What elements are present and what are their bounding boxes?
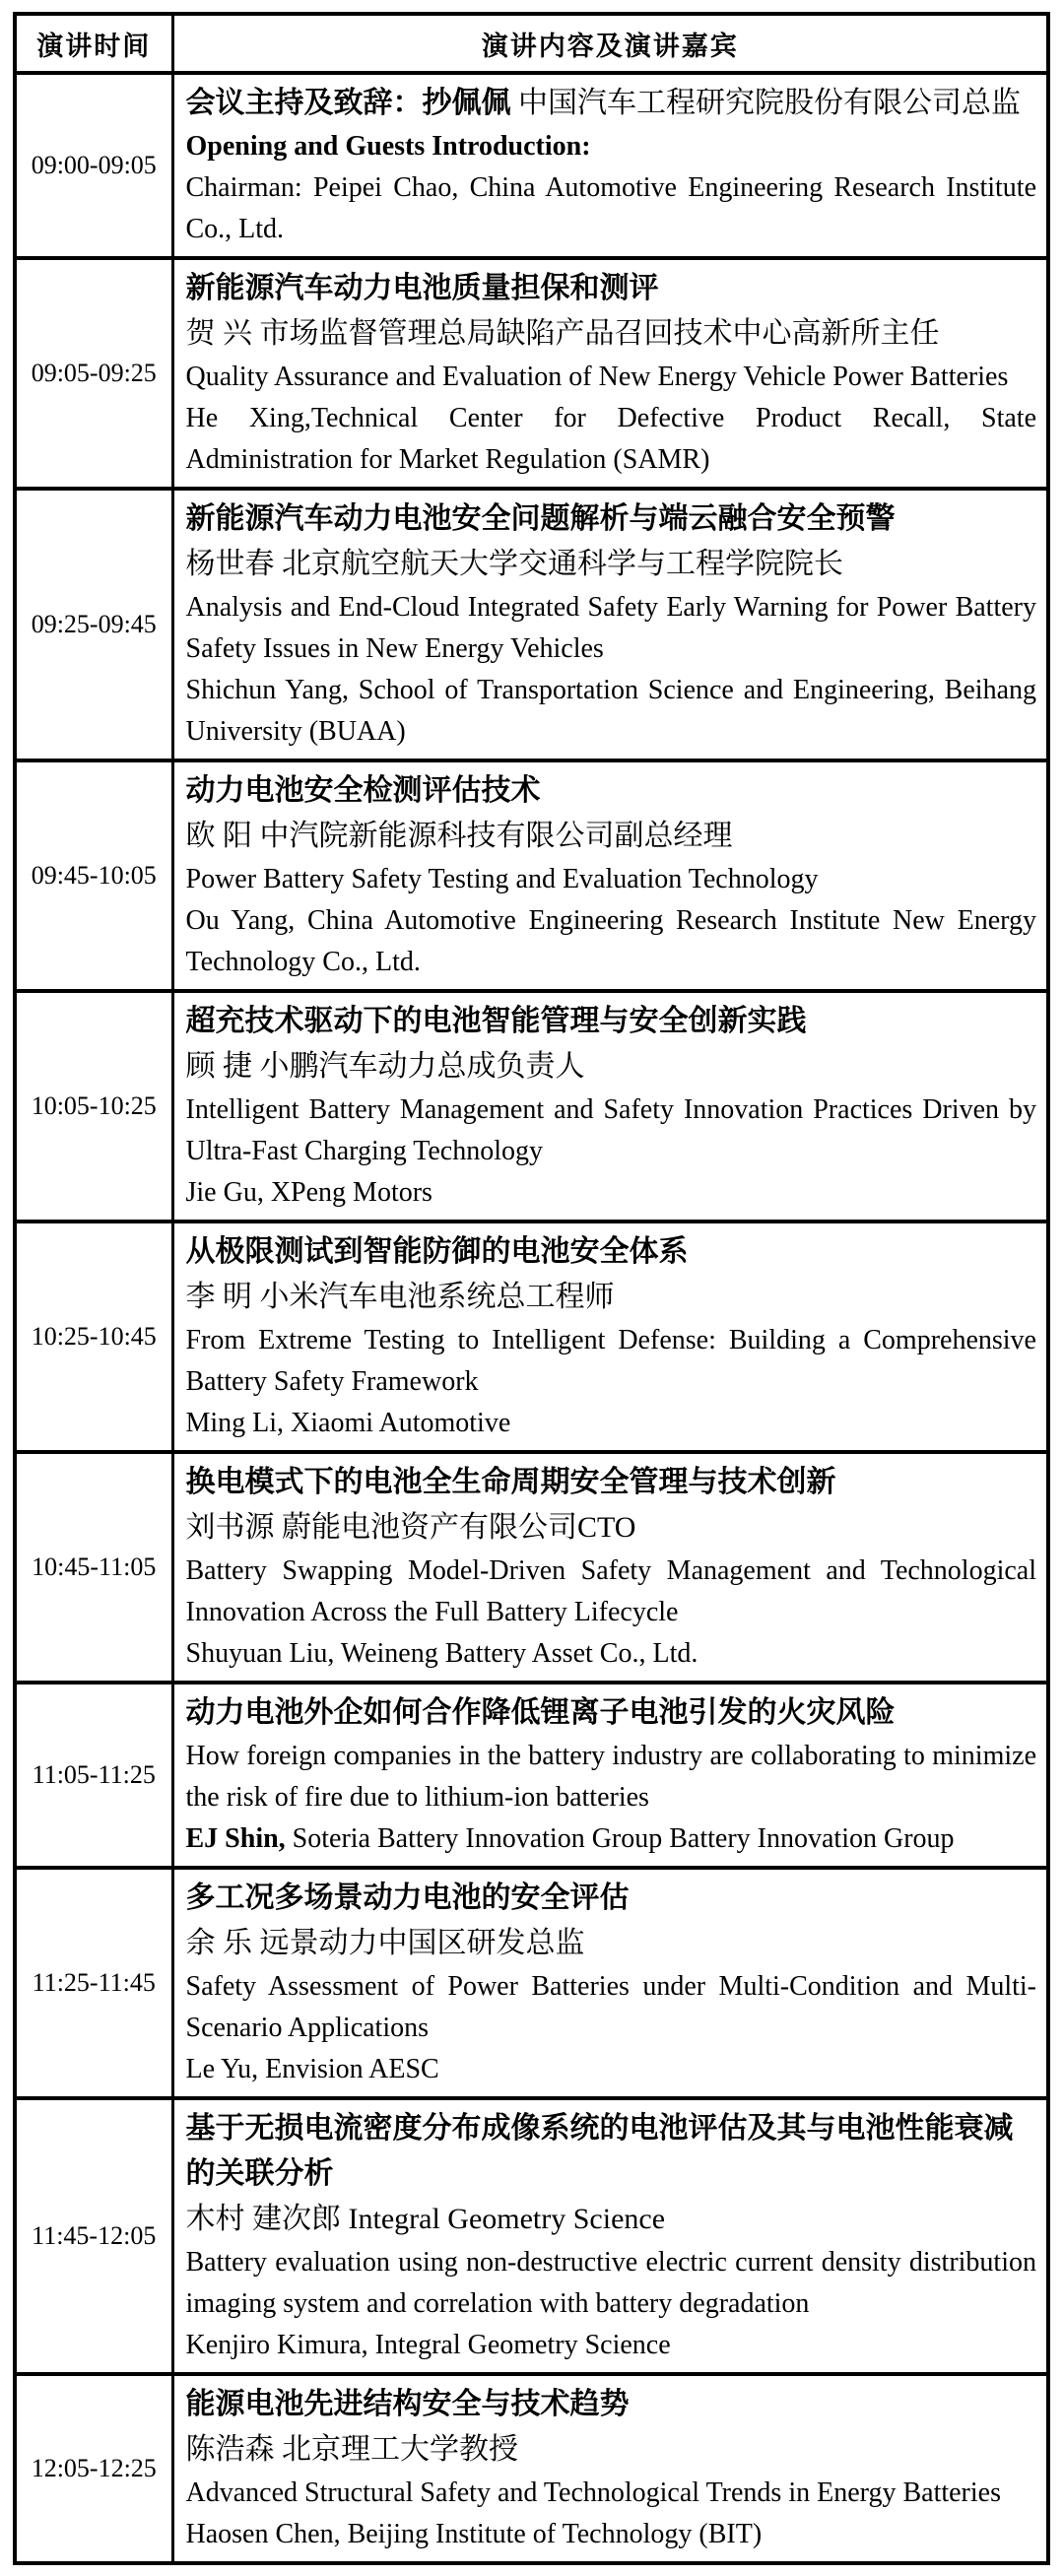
session-speaker-en xyxy=(186,1403,1037,1444)
session-title-en: Intelligent Battery Management and Safety Innovation Practices Driven by Ultra-Fast Charging Technology xyxy=(185,1094,1036,1166)
session-english-block xyxy=(186,1090,1037,1214)
session-english-block xyxy=(186,1320,1037,1444)
session-speaker-en-rest: Shichun Yang, School of Transportation Science and Engineering, Beihang University (BUAA) xyxy=(185,675,1036,747)
session-speaker-en-rest: Haosen Chen, Beijing Institute of Technology (BIT) xyxy=(185,2519,763,2549)
session-speaker-en xyxy=(186,1818,1037,1860)
session-content-cell xyxy=(172,2098,1048,2374)
session-speaker-en xyxy=(186,2514,1037,2555)
session-title-cn-bold: 超充技术驱动下的电池智能管理与安全创新实践 xyxy=(185,1005,807,1037)
session-time: 12:05-12:25 xyxy=(15,2374,172,2563)
session-title-cn-bold: 换电模式下的电池全生命周期安全管理与技术创新 xyxy=(185,1466,836,1498)
session-time: 11:05-11:25 xyxy=(15,1683,172,1868)
session-chinese-block xyxy=(186,999,1037,1090)
session-content xyxy=(186,2382,1037,2555)
session-english-block xyxy=(186,587,1037,753)
session-speaker-en-rest: Kenjiro Kimura, Integral Geometry Science xyxy=(185,2330,671,2360)
table-row xyxy=(15,2098,1048,2374)
header-time-column: 演讲时间 xyxy=(15,14,172,73)
session-speaker-en xyxy=(186,1172,1037,1214)
session-chinese-block xyxy=(186,81,1037,126)
session-english-block xyxy=(186,357,1037,481)
table-row xyxy=(15,1222,1048,1452)
session-chinese-block xyxy=(186,2382,1037,2473)
session-time: 10:05-10:25 xyxy=(15,991,172,1222)
session-speaker-en-rest: Chairman: Peipei Chao, China Automotive Engineering Research Institute Co., Ltd. xyxy=(185,172,1036,244)
session-content xyxy=(186,999,1037,1214)
session-content-cell xyxy=(172,2374,1048,2563)
session-title-cn xyxy=(186,1876,1037,1921)
session-time: 10:25-10:45 xyxy=(15,1222,172,1452)
session-content xyxy=(186,496,1037,753)
session-speaker-en xyxy=(186,1633,1037,1675)
session-content-cell xyxy=(172,489,1048,760)
session-title-cn xyxy=(186,266,1037,311)
session-content xyxy=(186,81,1037,250)
session-time: 10:45-11:05 xyxy=(15,1452,172,1683)
session-speaker-en xyxy=(186,2049,1037,2090)
agenda-table-body xyxy=(15,73,1048,2563)
session-english-block xyxy=(186,2242,1037,2366)
session-speaker-cn: 木村 建次郎 Integral Geometry Science xyxy=(185,2203,666,2235)
session-title-en: Battery Swapping Model-Driven Safety Management and Technological Innovation Across the Full Battery Lifecycle xyxy=(185,1555,1036,1627)
session-content xyxy=(186,2106,1037,2366)
table-row xyxy=(15,2374,1048,2563)
session-title-cn xyxy=(186,81,1037,126)
session-content xyxy=(186,768,1037,983)
session-speaker-cn: 杨世春 北京航空航天大学交通科学与工程学院院长 xyxy=(185,548,843,580)
agenda-table-header xyxy=(15,14,1048,73)
session-title-cn xyxy=(186,2106,1037,2197)
session-content-cell xyxy=(172,258,1048,489)
table-row xyxy=(15,760,1048,991)
session-content xyxy=(186,1876,1037,2090)
header-row xyxy=(15,14,1048,73)
session-speaker-cn: 李 明 小米汽车电池系统总工程师 xyxy=(185,1281,615,1313)
session-speaker-en xyxy=(186,900,1037,983)
session-time: 09:25-09:45 xyxy=(15,489,172,760)
session-content-cell xyxy=(172,991,1048,1222)
session-content-cell xyxy=(172,760,1048,991)
session-speaker-en-rest: Jie Gu, XPeng Motors xyxy=(185,1177,432,1208)
session-speaker-en xyxy=(186,398,1037,481)
session-time: 09:05-09:25 xyxy=(15,258,172,489)
session-speaker-en xyxy=(186,167,1037,250)
session-title-cn-bold: 基于无损电流密度分布成像系统的电池评估及其与电池性能衰减的关联分析 xyxy=(185,2112,1014,2190)
session-chinese-block xyxy=(186,1690,1037,1736)
session-title-cn xyxy=(186,768,1037,814)
agenda-table xyxy=(13,12,1050,2565)
session-title-en: Analysis and End-Cloud Integrated Safety Early Warning for Power Battery Safety Issues in New Energy Vehicles xyxy=(185,592,1036,664)
session-content xyxy=(186,1460,1037,1675)
session-content xyxy=(186,1229,1037,1444)
session-content xyxy=(186,266,1037,481)
header-content-column: 演讲内容及演讲嘉宾 xyxy=(172,14,1048,73)
session-title-cn-bold: 多工况多场景动力电池的安全评估 xyxy=(185,1882,630,1914)
session-speaker-cn: 余 乐 远景动力中国区研发总监 xyxy=(185,1927,585,1959)
session-title-cn-bold: 动力电池安全检测评估技术 xyxy=(185,774,541,807)
session-title-en: Safety Assessment of Power Batteries under Multi-Condition and Multi-Scenario Applications xyxy=(185,1971,1036,2043)
session-title-cn xyxy=(186,1460,1037,1505)
session-english-block xyxy=(186,1966,1037,2090)
table-row xyxy=(15,991,1048,1222)
session-speaker-en-bold: EJ Shin, xyxy=(185,1823,286,1854)
session-title-en: How foreign companies in the battery industry are collaborating to minimize the risk of fire due to lithium-ion batteries xyxy=(185,1741,1036,1813)
session-title-cn-bold: 新能源汽车动力电池质量担保和测评 xyxy=(185,272,659,304)
session-title-cn-bold: 新能源汽车动力电池安全问题解析与端云融合安全预警 xyxy=(185,502,896,535)
session-speaker-cn: 刘书源 蔚能电池资产有限公司CTO xyxy=(185,1511,636,1544)
session-speaker-cn: 陈浩森 北京理工大学教授 xyxy=(185,2433,518,2466)
session-title-en: Opening and Guests Introduction: xyxy=(185,131,591,162)
session-content xyxy=(186,1690,1037,1860)
session-speaker-en-rest: Le Yu, Envision AESC xyxy=(185,2054,439,2084)
session-time: 09:00-09:05 xyxy=(15,73,172,258)
session-time: 11:45-12:05 xyxy=(15,2098,172,2374)
session-english-block xyxy=(186,859,1037,983)
session-title-cn-affiliation: 中国汽车工程研究院股份有限公司总监 xyxy=(510,87,1021,119)
session-english-block xyxy=(186,1736,1037,1860)
session-title-cn-bold: 能源电池先进结构安全与技术趋势 xyxy=(185,2388,630,2420)
session-content-cell xyxy=(172,1222,1048,1452)
session-speaker-en xyxy=(186,2325,1037,2366)
table-row xyxy=(15,258,1048,489)
session-title-en: Quality Assurance and Evaluation of New Energy Vehicle Power Batteries xyxy=(185,362,1009,392)
session-time: 09:45-10:05 xyxy=(15,760,172,991)
session-title-en: Advanced Structural Safety and Technological Trends in Energy Batteries xyxy=(185,2477,1001,2508)
session-speaker-cn: 欧 阳 中汽院新能源科技有限公司副总经理 xyxy=(185,820,733,852)
session-chinese-block xyxy=(186,1229,1037,1320)
session-title-cn xyxy=(186,2382,1037,2427)
session-chinese-block xyxy=(186,266,1037,357)
session-content-cell xyxy=(172,1683,1048,1868)
table-row xyxy=(15,1452,1048,1683)
session-english-block xyxy=(186,2473,1037,2555)
session-title-en: From Extreme Testing to Intelligent Defense: Building a Comprehensive Battery Safety Framework xyxy=(185,1325,1036,1397)
session-speaker-en-rest: Shuyuan Liu, Weineng Battery Asset Co., Ltd. xyxy=(185,1638,698,1669)
session-speaker-en-rest: Ou Yang, China Automotive Engineering Research Institute New Energy Technology Co., Ltd. xyxy=(185,905,1036,977)
session-english-block xyxy=(186,126,1037,250)
session-content-cell xyxy=(172,1452,1048,1683)
session-title-cn-bold: 动力电池外企如何合作降低锂离子电池引发的火灾风险 xyxy=(185,1696,896,1729)
session-speaker-en-rest: Soteria Battery Innovation Group Battery Innovation Group xyxy=(285,1823,955,1854)
session-title-cn-bold: 从极限测试到智能防御的电池安全体系 xyxy=(185,1235,689,1268)
table-row xyxy=(15,489,1048,760)
session-chinese-block xyxy=(186,496,1037,587)
session-title-cn-bold: 会议主持及致辞：抄佩佩 xyxy=(185,87,511,119)
session-title-cn xyxy=(186,1229,1037,1275)
table-row xyxy=(15,73,1048,258)
session-time: 11:25-11:45 xyxy=(15,1868,172,2098)
session-speaker-en-rest: Ming Li, Xiaomi Automotive xyxy=(185,1408,511,1438)
session-chinese-block xyxy=(186,768,1037,859)
session-title-cn xyxy=(186,496,1037,542)
session-title-en: Power Battery Safety Testing and Evaluation Technology xyxy=(185,864,819,894)
session-speaker-cn: 顾 捷 小鹏汽车动力总成负责人 xyxy=(185,1050,585,1083)
session-title-en: Battery evaluation using non-destructive electric current density distribution imaging system and correlation with battery degradation xyxy=(185,2247,1036,2319)
table-row xyxy=(15,1868,1048,2098)
session-speaker-en xyxy=(186,670,1037,753)
session-speaker-cn: 贺 兴 市场监督管理总局缺陷产品召回技术中心高新所主任 xyxy=(185,317,940,350)
session-speaker-en-rest: He Xing,Technical Center for Defective Product Recall, State Administration for Market Regulation (SAMR) xyxy=(185,403,1036,475)
session-chinese-block xyxy=(186,2106,1037,2242)
session-content-cell xyxy=(172,73,1048,258)
table-row xyxy=(15,1683,1048,1868)
session-english-block xyxy=(186,1551,1037,1675)
session-title-cn xyxy=(186,999,1037,1044)
session-title-cn xyxy=(186,1690,1037,1736)
session-chinese-block xyxy=(186,1876,1037,1966)
session-content-cell xyxy=(172,1868,1048,2098)
session-chinese-block xyxy=(186,1460,1037,1551)
